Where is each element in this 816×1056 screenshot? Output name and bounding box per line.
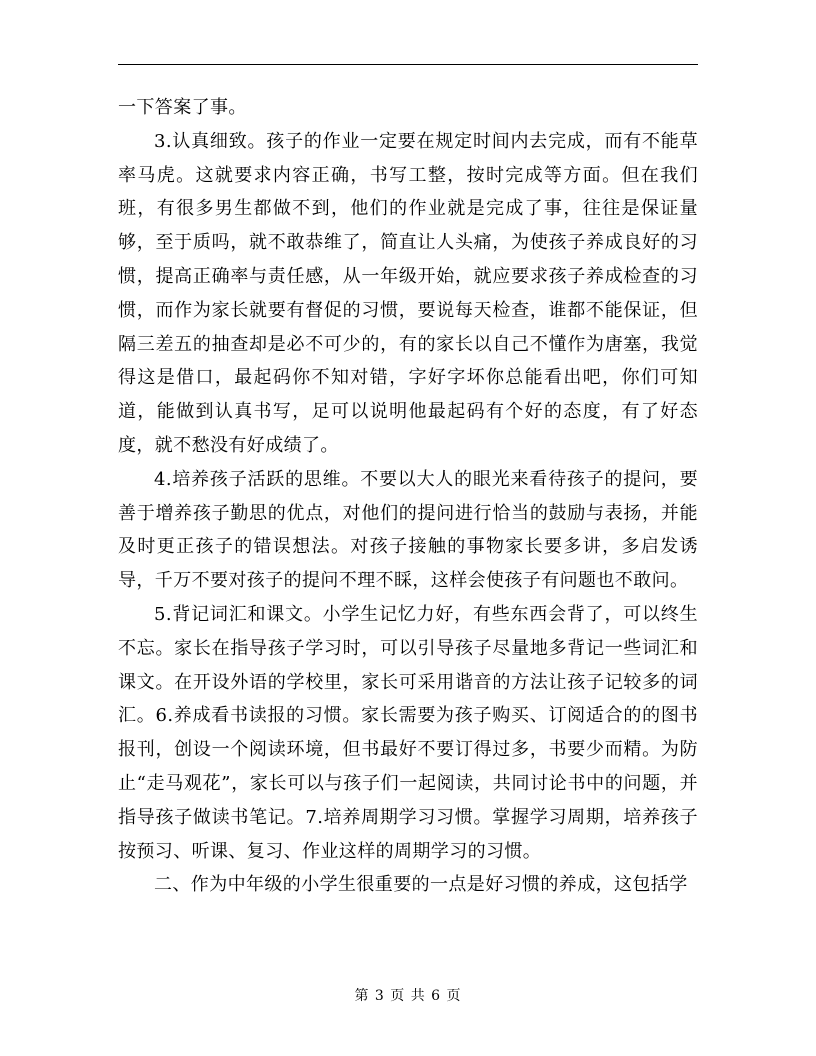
paragraph-continuation: 一下答案了事。 xyxy=(118,97,247,118)
document-body xyxy=(118,91,698,902)
paragraph-section-2: 二、作为中年级的小学生很重要的一点是好习惯的养成，这包括学 xyxy=(154,874,688,896)
header-rule xyxy=(118,64,698,65)
page-footer: 第 3 页 共 6 页 xyxy=(354,988,462,1004)
paragraph-item-4: 4.培养孩子活跃的思维。不要以大人的眼光来看待孩子的提问，要善于增养孩子勤思的优点，对他们的提问进行恰当的鼓励与表扬，并能及时更正孩子的错误想法。对孩子接触的事物家长要多讲，多启发诱导，千万不要对孩子的提问不理不睬，这样会使孩子有问题也不敢问。 xyxy=(118,468,698,592)
paragraph-item-5: 5.背记词汇和课文。小学生记忆力好，有些东西会背了，可以终生不忘。家长在指导孩子学习时，可以引导孩子尽量地多背记一些词汇和课文。在开设外语的学校里，家长可采用谐音的方法让孩子记较多的词汇。6.养成看书读报的习惯。家长需要为孩子购买、订阅适合的的图书报刊，创设一个阅读环境，但书最好不要订得过多，书要少而精。为防止“走马观花”，家长可以与孩子们一起阅读，共同讨论书中的问题，并指导孩子做读书笔记。7.培养周期学习习惯。掌握学习周期，培养孩子按预习、听课、复习、作业这样的周期学习的习惯。 xyxy=(118,603,698,862)
paragraph-item-3: 3.认真细致。孩子的作业一定要在规定时间内去完成，而有不能草率马虎。这就要求内容正确，书写工整，按时完成等方面。但在我们班，有很多男生都做不到，他们的作业就是完成了事，往往是保证量够，至于质吗，就不敢恭维了，简直让人头痛，为使孩子养成良好的习惯，提高正确率与责任感，从一年级开始，就应要求孩子养成检查的习惯，而作为家长就要有督促的习惯，要说每天检查，谁都不能保证，但隔三差五的抽查却是必不可少的，有的家长以自己不懂作为唐塞，我觉得这是借口，最起码你不知对错，字好字坏你总能看出吧，你们可知道，能做到认真书写，足可以说明他最起码有个好的态度，有了好态度，就不愁没有好成绩了。 xyxy=(118,130,698,456)
